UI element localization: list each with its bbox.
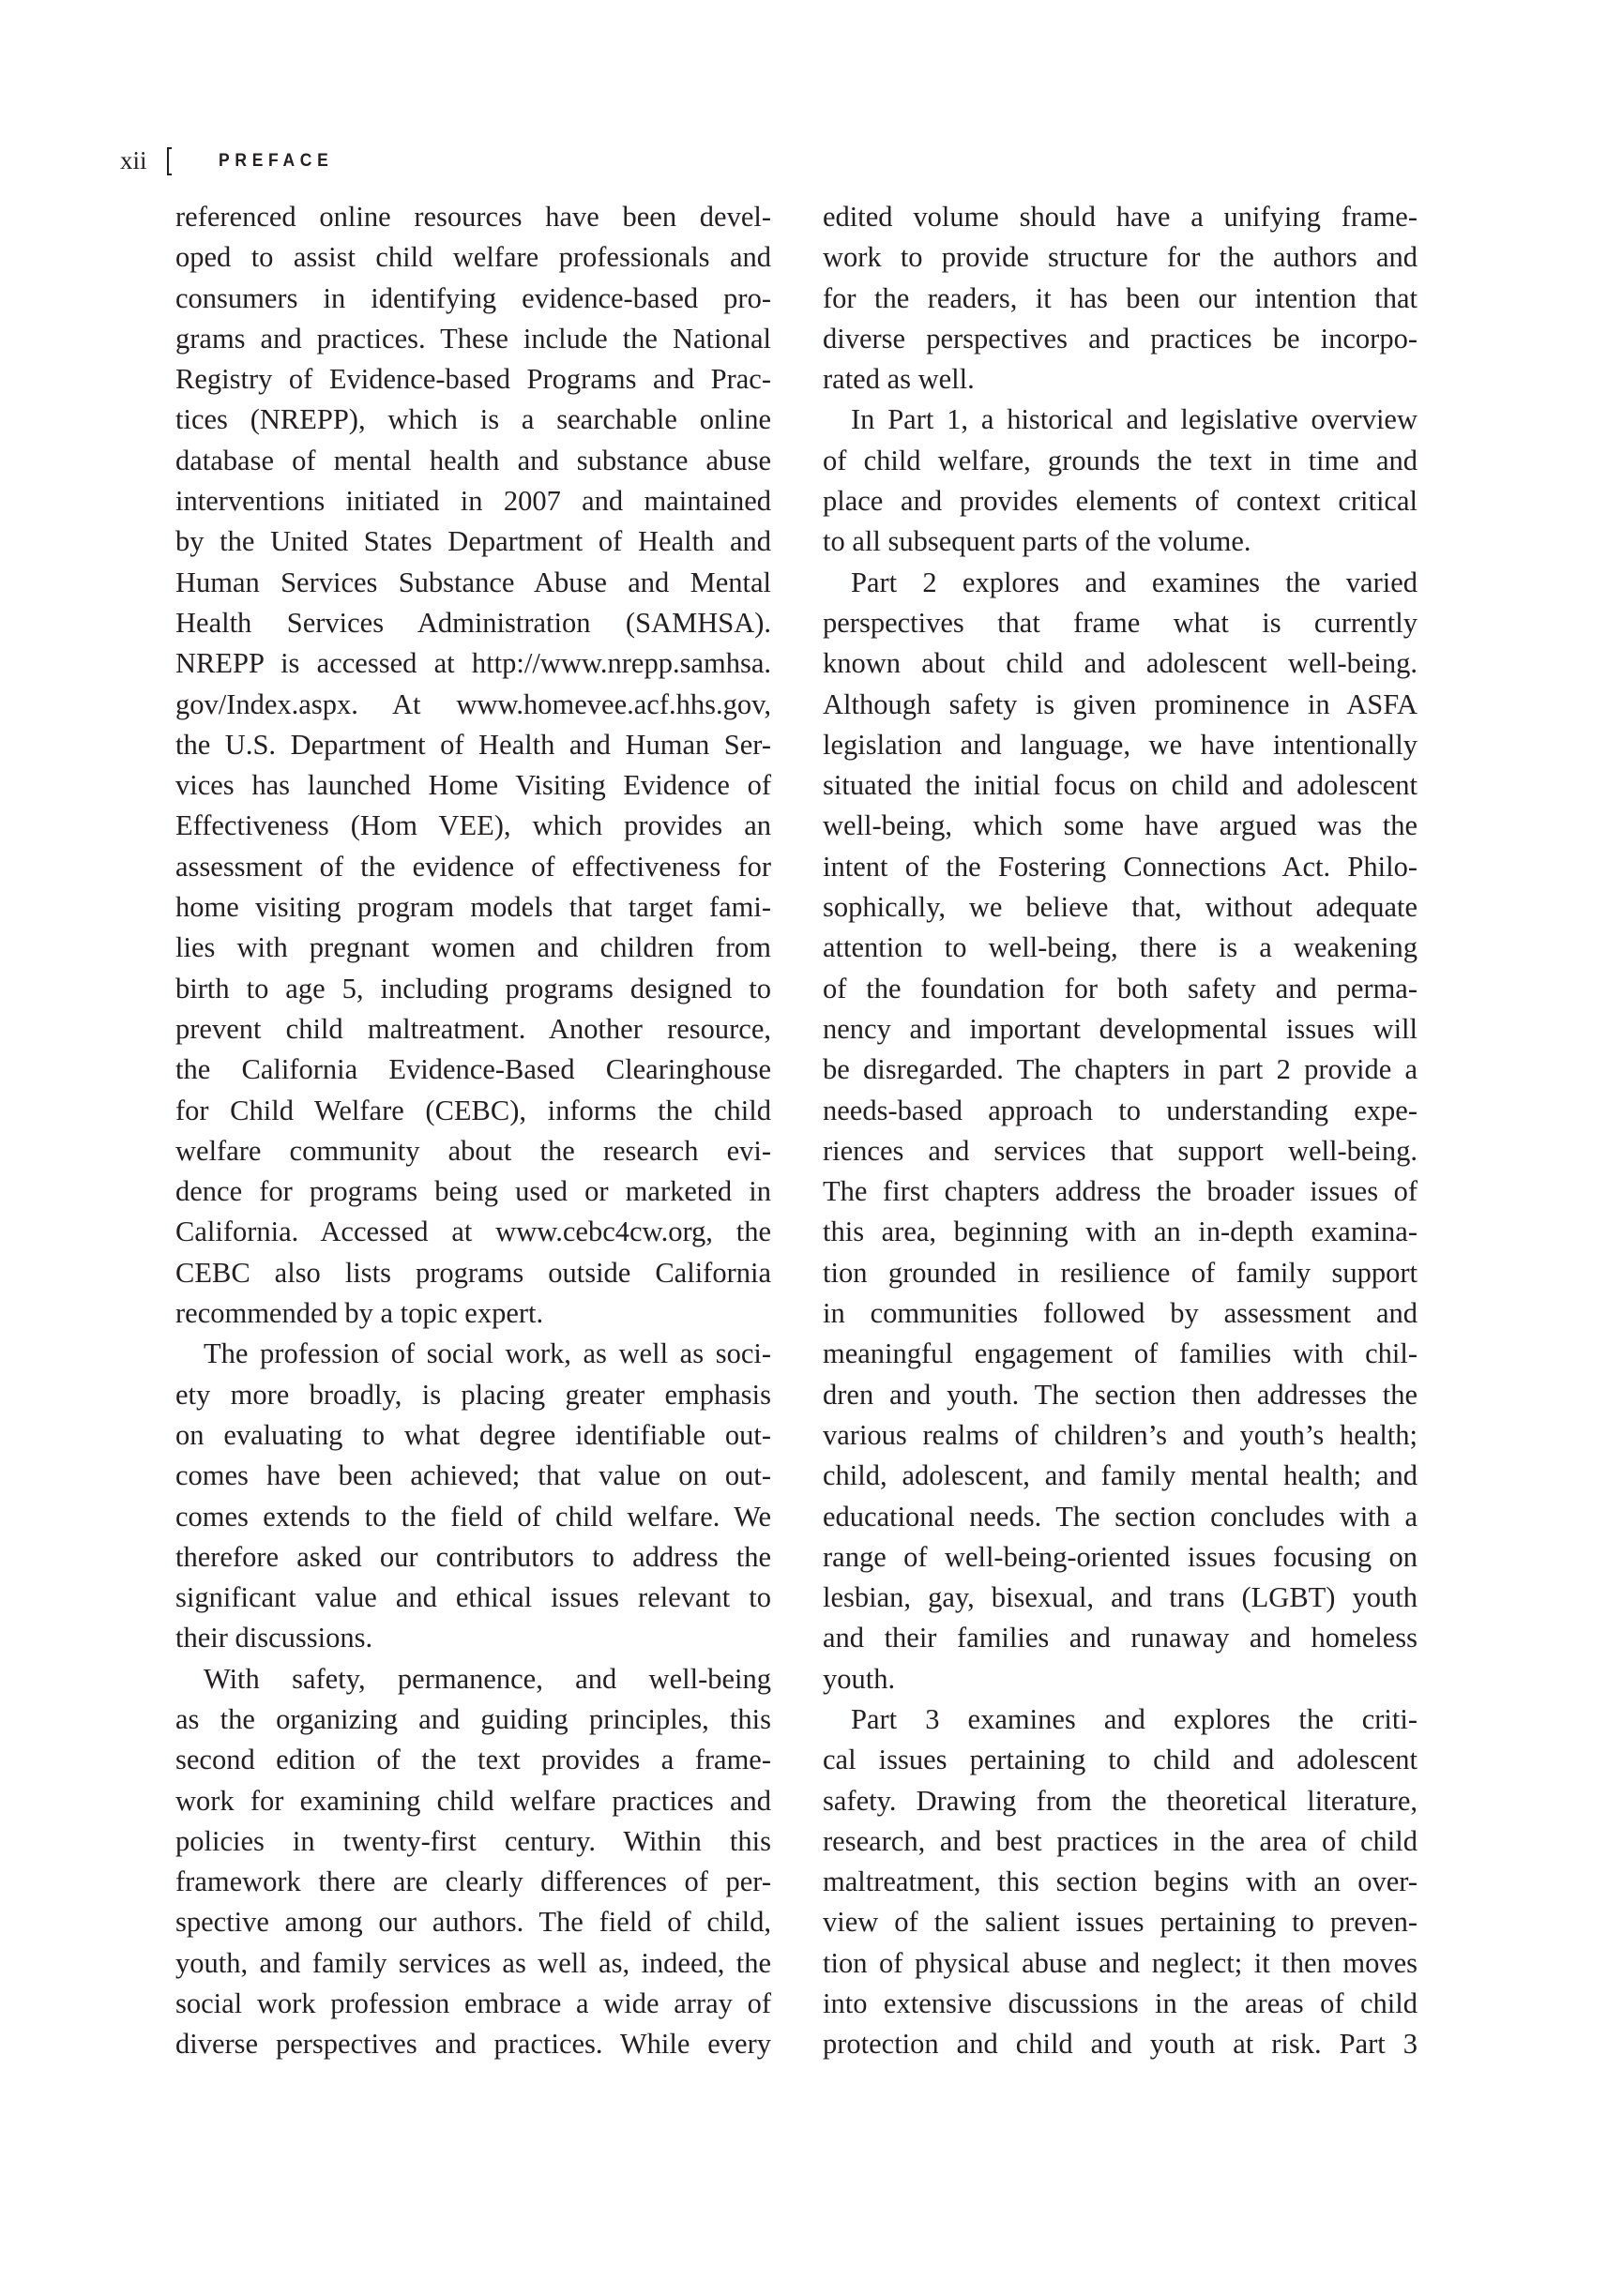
- text-line: CEBC also lists programs outside California: [175, 1256, 771, 1289]
- text-line: riences and services that support well-being.: [823, 1134, 1417, 1167]
- text-line: edited volume should have a unifying frame-: [823, 201, 1417, 233]
- text-line: and their families and runaway and homeless: [823, 1622, 1417, 1654]
- text-line: tion of physical abuse and neglect; it then moves: [823, 1946, 1417, 1979]
- text-line: view of the salient issues pertaining to preven-: [823, 1906, 1417, 1939]
- text-line: interventions initiated in 2007 and maintained: [175, 485, 771, 518]
- text-line: consumers in identifying evidence-based pro-: [175, 281, 771, 314]
- text-line: significant value and ethical issues relevant to: [175, 1581, 771, 1614]
- text-line: prevent child maltreatment. Another resource,: [175, 1012, 771, 1045]
- text-line: safety. Drawing from the theoretical literature,: [823, 1784, 1417, 1817]
- left-column: [175, 197, 771, 2065]
- text-line: needs-based approach to understanding expe-: [823, 1094, 1417, 1126]
- text-line: for Child Welfare (CEBC), informs the child: [175, 1094, 771, 1126]
- text-line: attention to well-being, there is a weakening: [823, 931, 1417, 964]
- text-line: framework there are clearly differences of per-: [175, 1866, 771, 1898]
- text-line: situated the initial focus on child and adolescent: [823, 769, 1417, 802]
- text-line: the U.S. Department of Health and Human Ser-: [175, 728, 771, 761]
- text-line: California. Accessed at www.cebc4cw.org, the: [175, 1216, 771, 1248]
- text-line: recommended by a topic expert.: [175, 1297, 544, 1330]
- text-line: intent of the Fostering Connections Act. Philo-: [823, 850, 1417, 883]
- bracket-ornament: [167, 147, 172, 175]
- running-head: [118, 141, 681, 182]
- text-line: of child welfare, grounds the text in time and: [823, 444, 1417, 476]
- text-line: Part 3 examines and explores the criti-: [851, 1702, 1417, 1735]
- text-line: known about child and adolescent well-being.: [823, 647, 1417, 680]
- paragraph: [175, 1334, 771, 1658]
- paragraph: [175, 197, 771, 1334]
- text-line: nency and important developmental issues will: [823, 1012, 1417, 1045]
- text-line: In Part 1, a historical and legislative overview: [851, 403, 1417, 436]
- text-line: ety more broadly, is placing greater emphasis: [175, 1378, 771, 1411]
- text-line: oped to assist child welfare professionals and: [175, 241, 771, 274]
- text-line: child, adolescent, and family mental health; and: [823, 1459, 1417, 1492]
- text-line: Health Services Administration (SAMHSA).: [175, 606, 771, 639]
- text-line: for the readers, it has been our intention that: [823, 281, 1417, 314]
- text-line: therefore asked our contributors to address the: [175, 1540, 771, 1573]
- text-line: cal issues pertaining to child and adolescent: [823, 1744, 1417, 1776]
- text-line: various realms of children’s and youth’s health;: [823, 1418, 1417, 1451]
- text-line: youth, and family services as well as, indeed, the: [175, 1946, 771, 1979]
- text-line: range of well-being-oriented issues focusing on: [823, 1540, 1417, 1573]
- text-line: this area, beginning with an in-depth examina-: [823, 1216, 1417, 1248]
- text-line: protection and child and youth at risk. Part 3: [823, 2028, 1417, 2061]
- text-line: diverse perspectives and practices be incorpo-: [823, 322, 1417, 355]
- text-line: rated as well.: [823, 363, 975, 396]
- text-line: perspectives that frame what is currently: [823, 606, 1417, 639]
- text-line: be disregarded. The chapters in part 2 provide a: [823, 1053, 1417, 1086]
- text-line: in communities followed by assessment and: [823, 1297, 1417, 1330]
- text-line: The profession of social work, as well as soci-: [204, 1337, 771, 1370]
- text-line: tices (NREPP), which is a searchable online: [175, 403, 771, 436]
- text-line: work to provide structure for the authors and: [823, 241, 1417, 274]
- text-line: NREPP is accessed at http://www.nrepp.samhsa.: [175, 647, 771, 680]
- text-line: tion grounded in resilience of family support: [823, 1256, 1417, 1289]
- paragraph: [823, 563, 1417, 1699]
- page-number: xii: [120, 146, 147, 174]
- text-line: diverse perspectives and practices. While every: [175, 2028, 771, 2061]
- paragraph: [175, 1659, 771, 2065]
- text-line: on evaluating to what degree identifiable out-: [175, 1418, 771, 1451]
- text-line: dence for programs being used or marketed in: [175, 1175, 771, 1208]
- text-line: to all subsequent parts of the volume.: [823, 525, 1251, 558]
- text-line: lesbian, gay, bisexual, and trans (LGBT) youth: [823, 1581, 1417, 1614]
- text-line: meaningful engagement of families with chil-: [823, 1337, 1417, 1370]
- text-line: of the foundation for both safety and perma-: [823, 972, 1417, 1004]
- text-line: gov/Index.aspx. At www.homevee.acf.hhs.gov,: [175, 687, 771, 720]
- text-line: lies with pregnant women and children from: [175, 931, 771, 964]
- text-line: With safety, permanence, and well-being: [204, 1662, 771, 1695]
- text-line: Part 2 explores and examines the varied: [851, 566, 1417, 598]
- text-line: by the United States Department of Health and: [175, 525, 771, 558]
- text-line: policies in twenty-first century. Within this: [175, 1824, 771, 1857]
- text-line: educational needs. The section concludes with a: [823, 1500, 1417, 1533]
- paragraph: [823, 400, 1417, 562]
- text-line: Although safety is given prominence in ASFA: [823, 687, 1417, 720]
- text-line: well-being, which some have argued was the: [823, 809, 1417, 842]
- text-line: comes extends to the field of child welfare. We: [175, 1500, 771, 1533]
- text-line: referenced online resources have been devel-: [175, 201, 771, 233]
- text-line: vices has launched Home Visiting Evidence of: [175, 769, 771, 802]
- text-line: work for examining child welfare practices and: [175, 1784, 771, 1817]
- text-line: Registry of Evidence-based Programs and Prac-: [175, 363, 771, 396]
- text-line: comes have been achieved; that value on out-: [175, 1459, 771, 1492]
- right-column: [823, 197, 1417, 2065]
- text-line: database of mental health and substance abuse: [175, 444, 771, 476]
- text-line: Effectiveness (Hom VEE), which provides an: [175, 809, 771, 842]
- text-line: research, and best practices in the area of child: [823, 1824, 1417, 1857]
- text-line: home visiting program models that target fami-: [175, 891, 771, 924]
- text-line: second edition of the text provides a frame-: [175, 1744, 771, 1776]
- text-line: grams and practices. These include the National: [175, 322, 771, 355]
- text-line: as the organizing and guiding principles, this: [175, 1702, 771, 1735]
- text-line: sophically, we believe that, without adequate: [823, 891, 1417, 924]
- text-line: assessment of the evidence of effectiveness for: [175, 850, 771, 883]
- text-line: their discussions.: [175, 1622, 373, 1654]
- text-line: social work profession embrace a wide array of: [175, 1987, 771, 2020]
- text-line: welfare community about the research evi-: [175, 1134, 771, 1167]
- paragraph: [823, 197, 1417, 400]
- text-line: Human Services Substance Abuse and Mental: [175, 566, 771, 598]
- text-line: birth to age 5, including programs designed to: [175, 972, 771, 1004]
- text-line: maltreatment, this section begins with an over-: [823, 1866, 1417, 1898]
- text-line: youth.: [823, 1662, 896, 1695]
- text-line: into extensive discussions in the areas of child: [823, 1987, 1417, 2020]
- text-line: legislation and language, we have intentionally: [823, 728, 1417, 761]
- text-line: place and provides elements of context critical: [823, 485, 1417, 518]
- text-line: spective among our authors. The field of child,: [175, 1906, 771, 1939]
- section-title: PREFACE: [219, 151, 334, 171]
- text-line: dren and youth. The section then addresses the: [823, 1378, 1417, 1411]
- text-line: the California Evidence-Based Clearinghouse: [175, 1053, 771, 1086]
- paragraph: [823, 1699, 1417, 2065]
- text-line: The first chapters address the broader issues of: [823, 1175, 1417, 1208]
